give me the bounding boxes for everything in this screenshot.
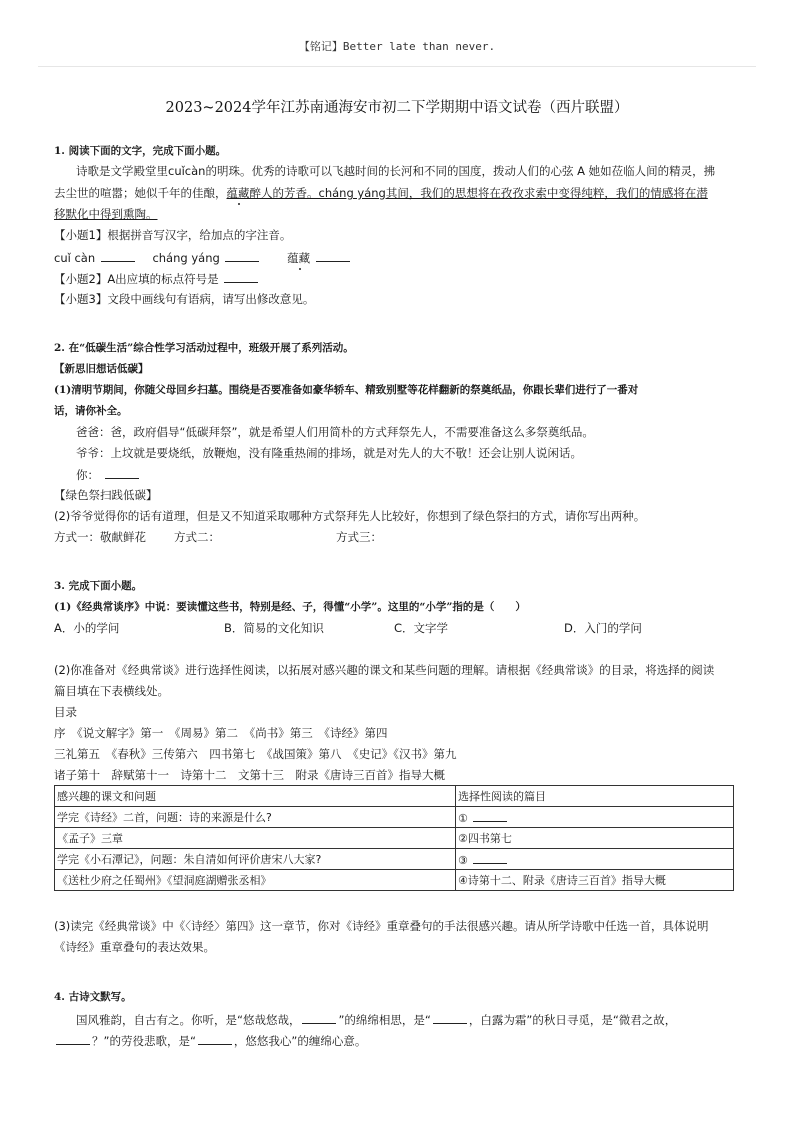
table-cell xyxy=(456,849,734,870)
q3-toc-label: 目录 xyxy=(54,705,77,719)
q1-blank-3[interactable] xyxy=(316,249,350,262)
q3-option-d[interactable]: D．入门的学问 xyxy=(564,621,642,635)
q2-item1-line2: 话，请你补全。 xyxy=(54,405,128,417)
q2-way2: 方式二： xyxy=(174,530,220,544)
q1-blank-2[interactable] xyxy=(225,249,259,262)
q1-pinyin2: cháng yáng xyxy=(152,251,220,265)
table-row xyxy=(55,870,734,891)
q2-section2: 【绿色祭扫践低碳】 xyxy=(54,488,158,502)
q2-section1: 【新思旧想话低碳】 xyxy=(54,363,149,375)
q1-blank-1[interactable] xyxy=(101,249,135,262)
table-cell: 《送杜少府之任蜀州》《望洞庭湖赠张丞相》 xyxy=(55,870,456,891)
q3-item1: (1)《经典常谈序》中说：要读懂这些书，特别是经、子，得懂“小学”。这里的“小学”指的是（ ） xyxy=(54,601,526,613)
table-cell-text: ① xyxy=(458,812,468,825)
q4-line1-b: ”的绵绵相思，是“ xyxy=(338,1013,431,1027)
q4-blank-1[interactable] xyxy=(302,1011,336,1024)
q1-sub3: 【小题3】文段中画线句有语病，请写出修改意见。 xyxy=(54,292,315,306)
q3-item3-line2: 《诗经》重章叠句的表达效果。 xyxy=(54,940,215,954)
q3-option-c[interactable]: C．文字学 xyxy=(394,621,449,635)
table-row xyxy=(55,849,734,870)
q1-pinyin1: cuǐ càn xyxy=(54,251,96,265)
q1-sub1: 【小题1】根据拼音写汉字，给加点的字注音。 xyxy=(54,228,292,242)
exam-title: 2023~2024学年江苏南通海安市初二下学期期中语文试卷（西片联盟） xyxy=(165,100,629,116)
q3-toc-line2: 三礼第五 《春秋》三传第六 四书第七 《战国策》第八 《史记》《汉书》第九 xyxy=(54,747,457,761)
q4-line1-c: ，白露为霜”的秋日寻觅，是“微君之故， xyxy=(468,1013,677,1027)
q2-way3: 方式三： xyxy=(336,530,382,544)
q1-para-line2-c: 醉人的芳香。 xyxy=(249,186,319,200)
q4-blank-3[interactable] xyxy=(56,1032,90,1045)
page-header: 【铭记】Better late than never. xyxy=(298,40,496,53)
q4-line2-a: ？”的劳役悲歌，是“ xyxy=(92,1034,196,1048)
q2-item2: (2)爷爷觉得你的话有道理，但是又不知道采取哪种方式祭拜先人比较好，你想到了绿色祭扫的方式，请你写出两种。 xyxy=(54,509,646,523)
q2-heading: 2. 在“低碳生活”综合性学习活动过程中，班级开展了系列活动。 xyxy=(54,342,354,354)
q1-heading: 1. 阅读下面的文字，完成下面小题。 xyxy=(54,145,227,157)
q3-item3-line1: (3)读完《经典常谈》中《〈诗经〉第四》这一章节，你对《诗经》重章叠句的手法很感兴趣。请从所学诗歌中任选一首，具体说明 xyxy=(54,919,709,933)
q3-toc-line3: 诸子第十 辞赋第十一 诗第十二 文第十三 附录《唐诗三百首》指导大概 xyxy=(54,768,445,782)
q1-sub2-blank[interactable] xyxy=(224,270,258,283)
table-cell: 学完《诗经》二首，问题：诗的来源是什么? xyxy=(55,807,456,828)
q2-dad-line: 爸爸：爸，政府倡导“低碳拜祭”，就是希望人们用简朴的方式拜祭先人，不需要准备这么多祭奠纸品。 xyxy=(76,425,594,439)
q4-line2 xyxy=(54,1032,366,1049)
q4-heading: 4. 古诗文默写。 xyxy=(54,991,132,1003)
q2-ways-row xyxy=(54,529,382,545)
q4-line1-a: 国风雅韵，自古有之。你听，是“悠哉悠哉， xyxy=(76,1013,301,1027)
q4-line1 xyxy=(76,1011,676,1028)
q3-toc-line1: 序 《说文解字》第一 《周易》第二 《尚书》第三 《诗经》第四 xyxy=(54,726,388,740)
q2-you-label: 你： xyxy=(76,468,99,482)
table-blank-1[interactable] xyxy=(473,809,507,822)
table-row xyxy=(55,828,734,849)
q3-options-row xyxy=(54,620,734,636)
table-header-cell: 选择性阅读的篇目 xyxy=(456,786,734,807)
table-cell: ④诗第十二、附录《唐诗三百首》指导大概 xyxy=(456,870,734,891)
table-header-row xyxy=(55,786,734,807)
table-header-cell: 感兴趣的课文和问题 xyxy=(55,786,456,807)
table-cell-text: ③ xyxy=(458,854,468,867)
q2-grandpa-line: 爷爷：上坟就是要烧纸，放鞭炮，没有隆重热闹的排场，就是对先人的大不敬！还会让别人说闲话。 xyxy=(76,446,582,460)
q3-item2-line1: (2)你准备对《经典常谈》进行选择性阅读，以拓展对感兴趣的课文和某些问题的理解。请根据《经典常谈》的目录，将选择的阅读 xyxy=(54,663,715,677)
q1-para-line2-a: 去尘世的喧嚣；她似千年的佳酿， xyxy=(54,186,227,200)
table-cell xyxy=(456,807,734,828)
reading-table xyxy=(54,785,734,891)
table-cell: 《孟子》三章 xyxy=(55,828,456,849)
q2-item1-line1: (1)清明节期间，你随父母回乡扫墓。围绕是否要准备如豪华轿车、精致别墅等花样翻新的祭奠纸品，你跟长辈们进行了一番对 xyxy=(54,384,639,396)
q1-para-line1: 诗歌是文学殿堂里cuǐcàn的明珠。优秀的诗歌可以飞越时间的长河和不同的国度，拨动人们的心弦 A 她如莅临人间的精灵，拂 xyxy=(76,164,716,178)
q4-blank-4[interactable] xyxy=(198,1032,232,1045)
table-cell: 学完《小石潭记》，问题：朱自清如何评价唐宋八大家? xyxy=(55,849,456,870)
q1-para-line2-d: cháng yáng其间，我们的思想将在孜孜求索中变得纯粹，我们的情感将在潜 xyxy=(318,186,708,200)
q1-sub2: 【小题2】A出应填的标点符号是 xyxy=(54,272,219,286)
q1-para-line2 xyxy=(54,185,708,201)
table-blank-3[interactable] xyxy=(473,851,507,864)
table-row xyxy=(55,807,734,828)
header-divider xyxy=(38,66,756,67)
q2-way1: 方式一：敬献鲜花 xyxy=(54,530,146,544)
q1-sub2-row xyxy=(54,270,260,287)
q3-option-a[interactable]: A．小的学问 xyxy=(54,621,120,635)
q4-line2-b: ，悠悠我心”的缠绵心意。 xyxy=(233,1034,367,1048)
q1-pinyin-row xyxy=(54,249,352,266)
q2-you-blank[interactable] xyxy=(105,466,139,479)
q3-option-b[interactable]: B．简易的文化知识 xyxy=(224,621,324,635)
table-cell: ②四书第七 xyxy=(456,828,734,849)
q1-word-dotted: 蕴藏 xyxy=(287,251,311,265)
q1-para-line3: 移默化中得到熏陶。 xyxy=(54,207,158,221)
q3-item2-line2: 篇目填在下表横线处。 xyxy=(54,684,169,698)
q3-heading: 3. 完成下面小题。 xyxy=(54,580,143,592)
q2-you-row xyxy=(76,466,141,483)
q4-blank-2[interactable] xyxy=(433,1011,467,1024)
q1-para-word-dotted: 蕴藏 xyxy=(226,186,250,200)
